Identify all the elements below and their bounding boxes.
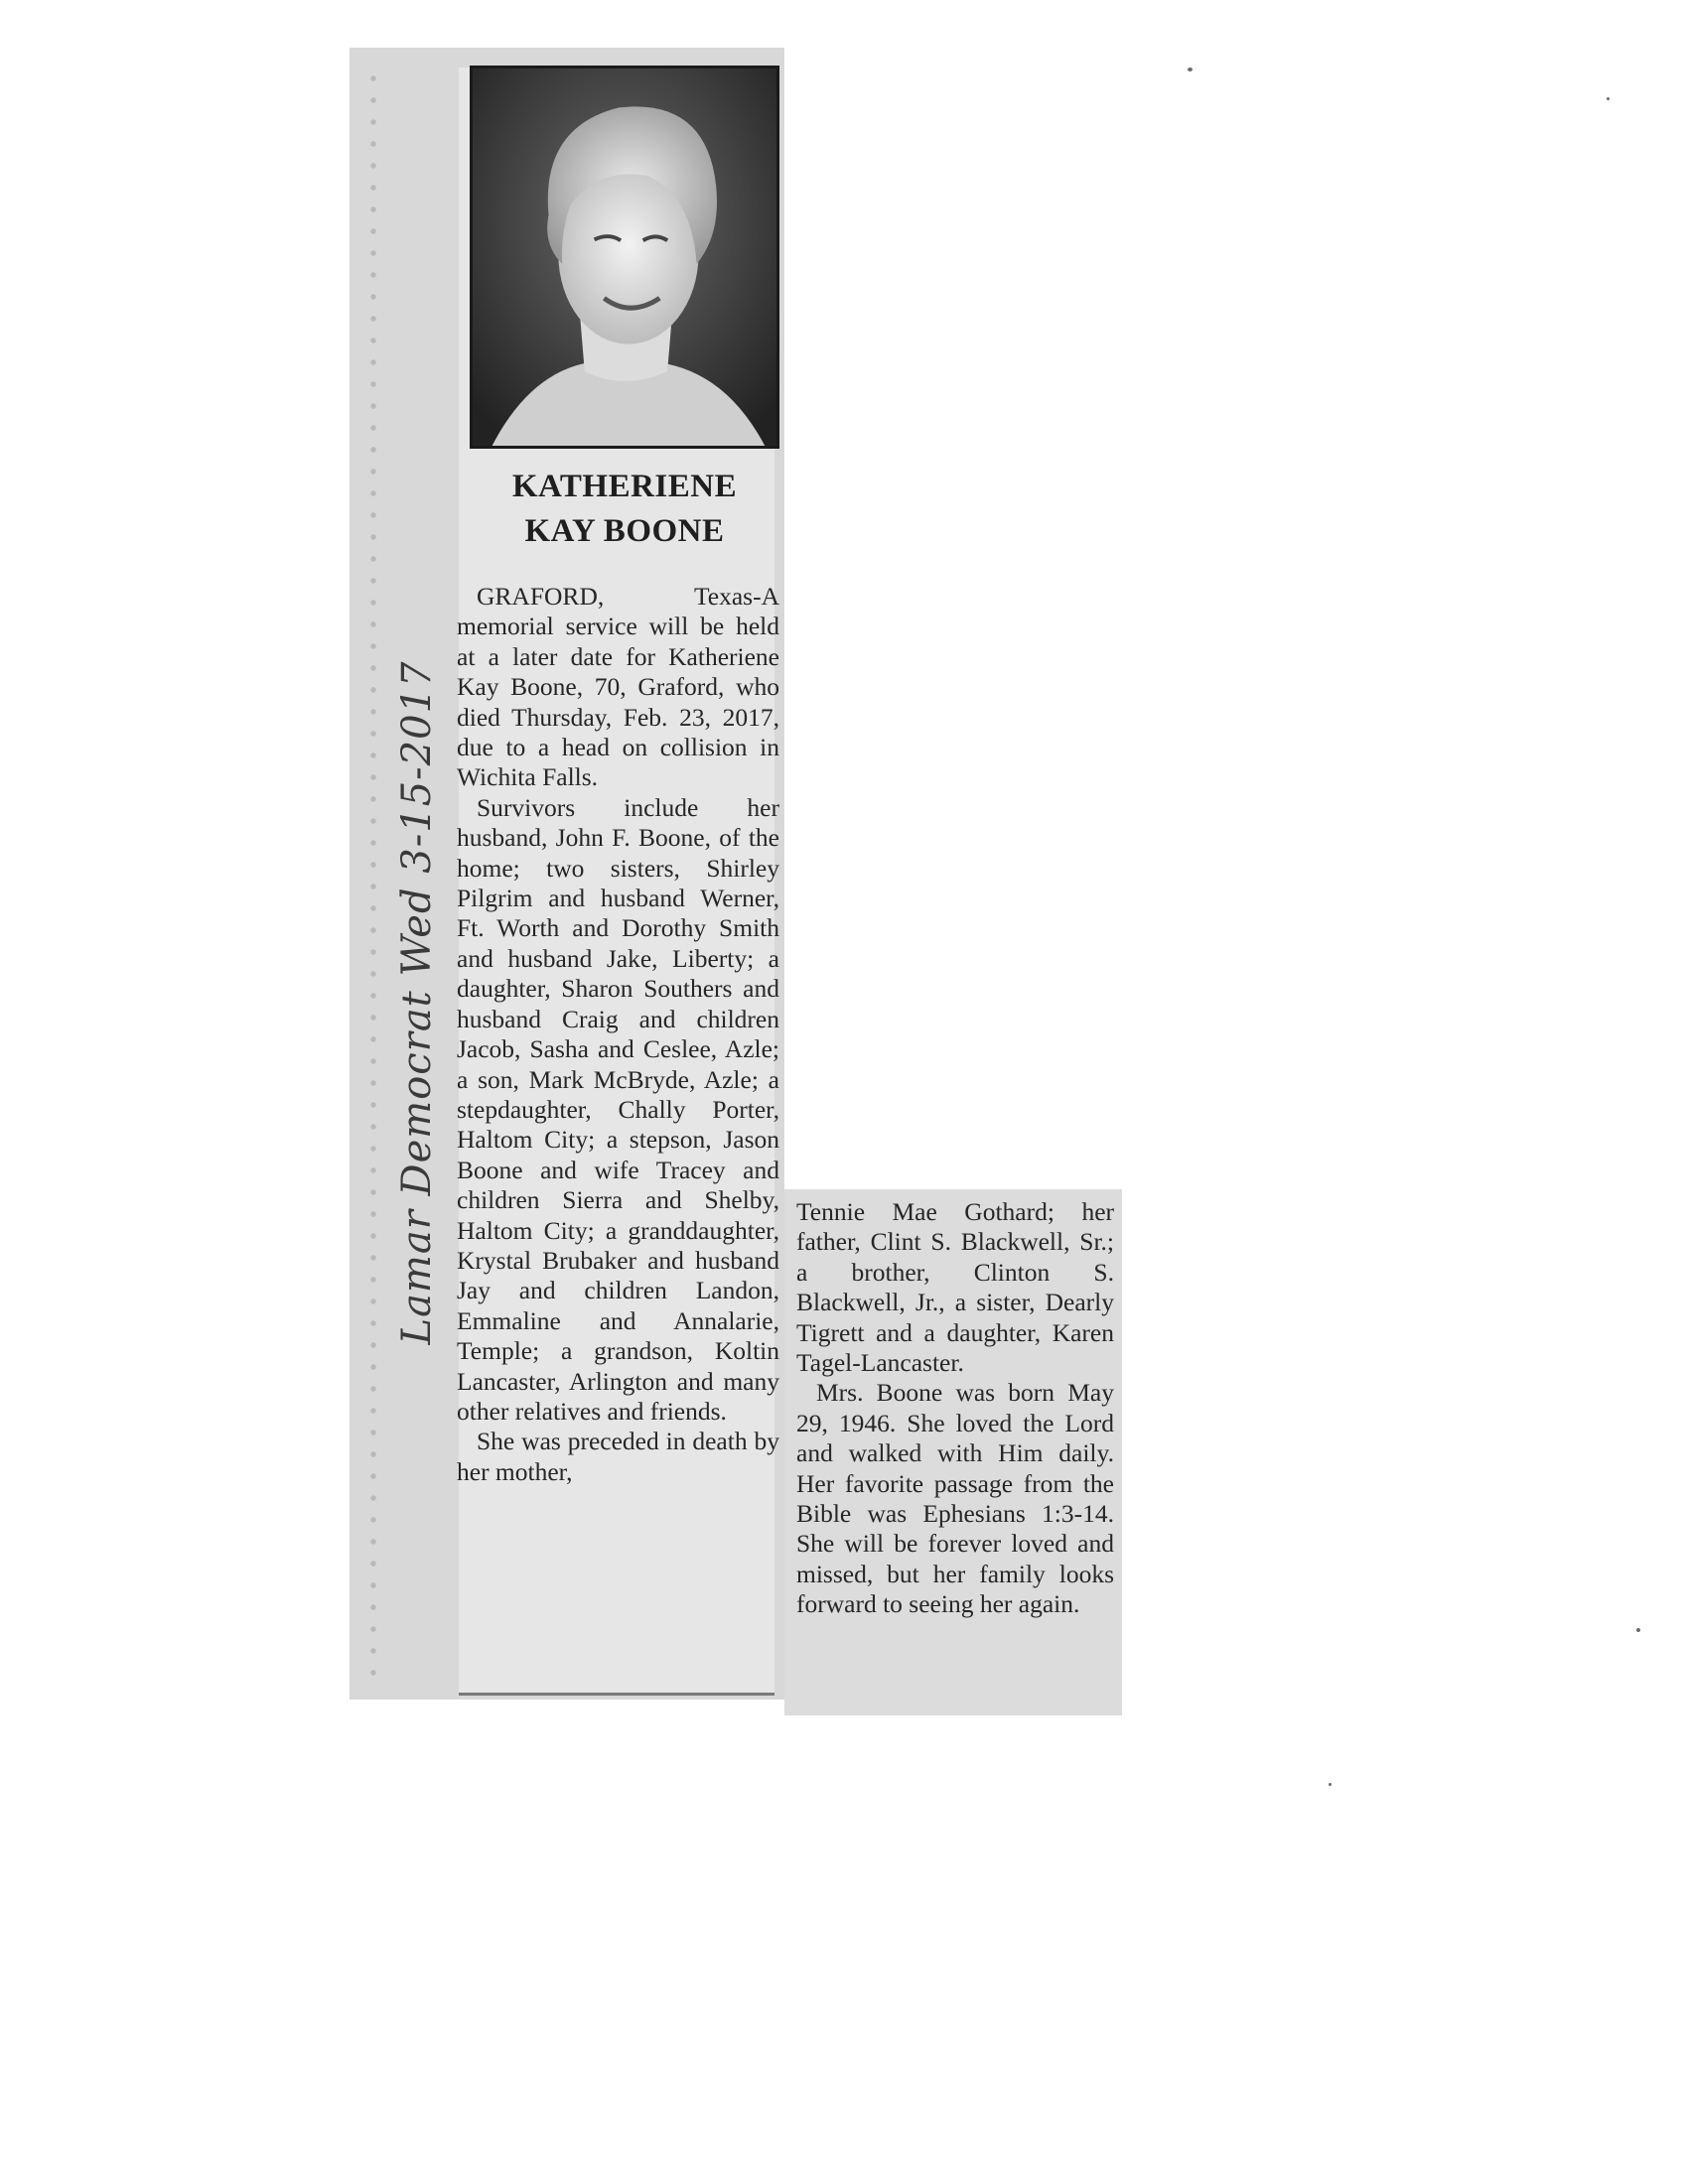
obituary-column-2 — [796, 1197, 1114, 1620]
paragraph-service: GRAFORD, Texas-A memorial service will be held at a later date for Katheriene Kay Boone, 70, Graford, who died Thursday, Feb. 23, 2017, due to a head on collision in Wichita Falls. — [457, 582, 779, 792]
scan-speck — [1329, 1783, 1332, 1786]
paragraph-biography: Mrs. Boone was born May 29, 1946. She loved the Lord and walked with Him daily. Her favorite passage from the Bible was Ephesians 1:3-14. She will be forever loved and missed, but her family looks forward to seeing her again. — [796, 1378, 1114, 1619]
paragraph-preceded: She was preceded in death by her mother, — [457, 1427, 779, 1486]
obituary-column-1 — [457, 582, 779, 1487]
obituary-portrait-photo — [470, 66, 779, 449]
scan-speck — [1607, 97, 1610, 100]
headline-line-1: KATHERIENE — [511, 469, 738, 504]
obituary-headline — [467, 465, 782, 554]
headline-line-2: KAY BOONE — [524, 513, 725, 549]
column-rule — [459, 1693, 774, 1696]
paragraph-preceded-continued: Tennie Mae Gothard; her father, Clint S. Blackwell, Sr.; a brother, Clinton S. Blackwell, Jr., a sister, Dearly Tigrett and a daughter, Karen Tagel-Lancaster. — [796, 1197, 1114, 1378]
perforation-edge — [367, 68, 379, 1680]
paragraph-survivors: Survivors include her husband, John F. Boone, of the home; two sisters, Shirley Pilgrim and husband Werner, Ft. Worth and Dorothy Smith and husband Jake, Liberty; a daughter, Sharon Southers and husband Craig and children Jacob, Sasha and Ceslee, Azle; a son, Mark McBryde, Azle; a stepdaughter, Chally Porter, Haltom City; a stepson, Jason Boone and wife Tracey and children Sierra and Shelby, Haltom City; a granddaughter, Krystal Brubaker and husband Jay and children Landon, Emmaline and Annalarie, Temple; a grandson, Koltin Lancaster, Arlington and many other relatives and friends. — [457, 792, 779, 1426]
scan-speck — [1636, 1628, 1640, 1632]
handwritten-date-note: Lamar Democrat Wed 3-15-2017 — [394, 660, 440, 1345]
scan-speck — [1188, 68, 1193, 71]
